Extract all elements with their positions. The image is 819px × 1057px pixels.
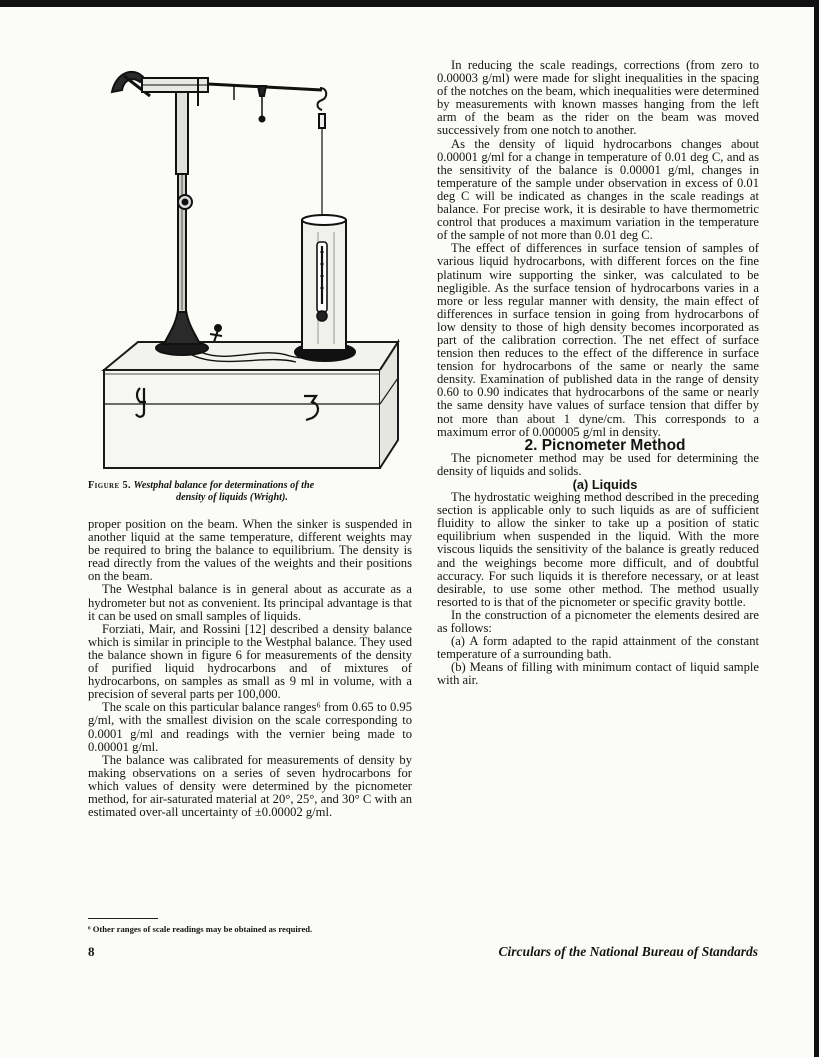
balance-stand — [156, 80, 222, 355]
paragraph: As the density of liquid hydrocarbons changes about 0.00001 g/ml for a change in temperature of 0.01 deg C, and as the sensitivity of the balance is 0.00001 g/ml, changes in temperature of the sample under observation in excess of 0.01 deg C will be indicated as changes in the scale readings at balance. For precise work, it is desirable to have thermometric control that produces a maximum variation in the temperature of the sample of not more than 0.01 deg C. — [437, 136, 759, 243]
paragraph: The scale on this particular balance ranges⁶ from 0.65 to 0.95 g/ml, with the smallest division on the scale corresponding to 0.0001 g/ml and readings with the vernier being made to 0.00001 g/ml. — [88, 700, 412, 754]
subsection-heading: (a) Liquids — [572, 477, 638, 492]
paragraph: The Westphal balance is in general about as accurate as a hydrometer but not as convenient. Its principal advantage is that it can be used on small samples of liquids. — [88, 582, 412, 623]
paragraph: proper position on the beam. When the sinker is suspended in another liquid at the same temperature, different weights may be required to bring the balance to equilibrium. The density is read directly from the values of the weights and their positions on the beam. — [88, 517, 412, 584]
section-heading: 2. Picnometer Method — [524, 436, 686, 454]
caption-line-2: density of liquids (Wright). — [176, 492, 288, 503]
paragraph: The picnometer method may be used for determining the density of liquids and solids. — [437, 450, 759, 478]
paragraph: (b) Means of filling with minimum contact of liquid sample with air. — [437, 660, 759, 688]
westphal-balance-drawing — [90, 52, 412, 477]
page-number: 8 — [88, 944, 95, 959]
caption-line-1: Westphal balance for determinations of the — [133, 480, 315, 491]
paragraph: Forziati, Mair, and Rossini [12] described a density balance which is similar in principle to the Westphal balance. They used the balance shown in figure 6 for measurements of the density of purified liquid hydrocarbons and of mixtures of hydrocarbons, on samples as small as 9 ml in volume, with a precision of several parts per 100,000. — [88, 621, 412, 702]
balance-beam — [112, 72, 322, 122]
paragraph: The balance was calibrated for measurements of density by making observations on a series of seven hydrocarbons for which values of density were determined by the picnometer method, for air-saturated material at 20°, 25°, and 30° C with an estimated over-all uncertainty of ±0.00002 g/ml. — [88, 752, 412, 820]
paragraph: (a) A form adapted to the rapid attainment of the constant temperature of a surrounding bath. — [437, 634, 759, 662]
figure-label: Figure 5. — [88, 480, 131, 491]
thermometer-sinker — [317, 242, 327, 321]
paragraph: The hydrostatic weighing method described in the preceding section is applicable only to such liquids as are of sufficient fluidity to allow the sinker to take up a position of static equilibrium when suspended in the liquid. With the more viscous liquids the sensitivity of the balance is greatly reduced and the weighings become more difficult, and of doubtful accuracy. For such liquids it is therefore necessary, or at least desirable, to use some other method. The method usually resorted to is that of the picnometer or specific gravity bottle. — [437, 490, 759, 609]
paragraph: The effect of differences in surface tension of samples of various liquid hydrocarbons, with different forces on the fine platinum wire supporting the sinker, was calculated to be negligible. As the surface tension of hydrocarbons varies in a more or less regular manner with density, the main effect of differences in surface tension in going from hydrocarbons of low density to those of high density becomes incorporated as part of the calibration correction. The net effect of surface tension then reduces to the effect of the difference in surface tension for hydrocarbons of the same or nearly the same density. Examination of published data in the range of density 0.60 to 0.90 indicates that hydrocarbons of the same or nearly the same density have values of surface tension that differ by not more than about 1 dyne/cm. This corresponds to a maximum error of 0.000005 g/ml in density. — [437, 241, 759, 439]
figure-caption — [88, 480, 412, 504]
footnote-rule — [88, 918, 158, 919]
paragraph: In reducing the scale readings, corrections (from zero to 0.00003 g/ml) were made for slight inequalities in the spacing of the notches on the beam, which inequalities were determined by measurements with known masses hanging from the left arm of the beam as the rider on the beam was moved successively from one notch to another. — [437, 58, 759, 138]
westphal-balance-figure — [90, 52, 412, 477]
paragraph: In the construction of a picnometer the elements desired are as follows: — [437, 607, 759, 636]
running-footer: Circulars of the National Bureau of Standards — [498, 944, 758, 959]
right-column — [437, 59, 759, 688]
footnote: ⁶ Other ranges of scale readings may be obtained as required. — [88, 924, 313, 934]
page-border-top — [0, 0, 819, 7]
left-column — [88, 518, 412, 819]
page-border-right — [814, 0, 819, 1057]
